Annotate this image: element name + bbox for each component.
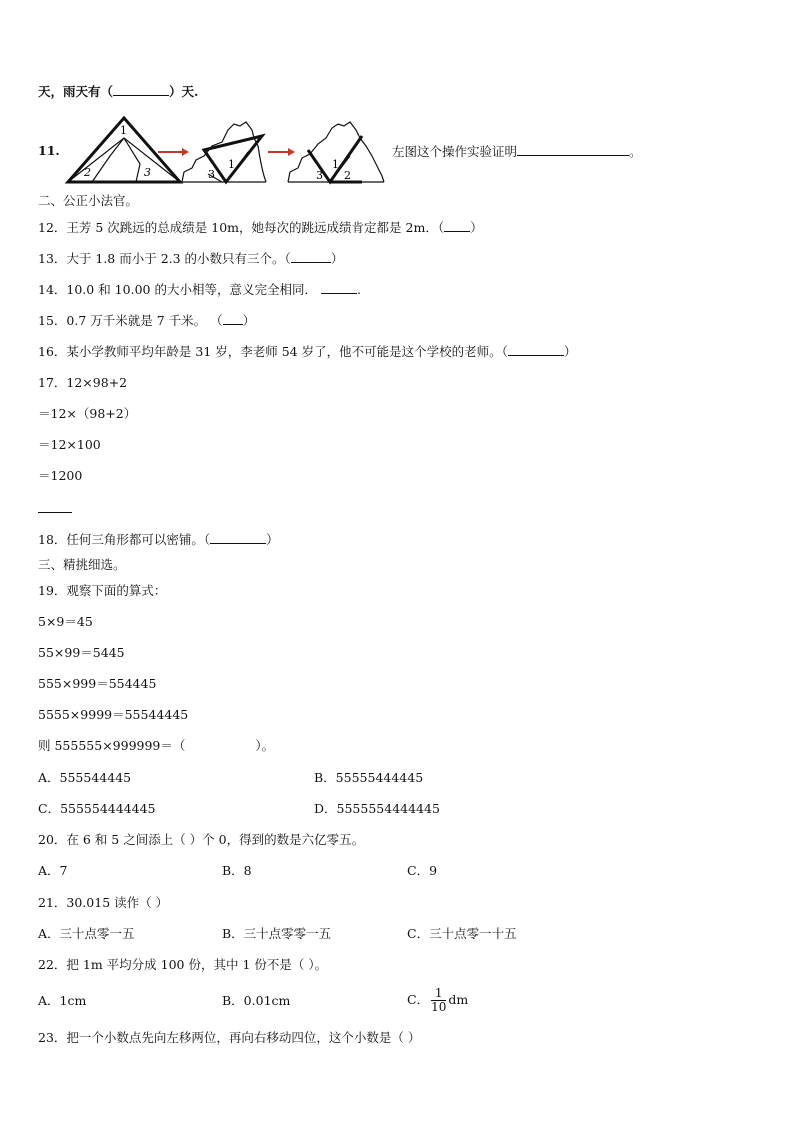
q16-text: 16．某小学教师平均年龄是 31 岁，李老师 54 岁了，他不可能是这个学校的老师。（ [38,344,508,359]
arrow-icon [158,148,189,156]
answer-blank[interactable] [38,500,72,517]
question-23: 23．把一个小数点先向左移两位，再向右移动四位，这个小数是（ ） [38,1030,421,1045]
section-2-heading: 二、公正小法官。 [38,193,139,208]
q14-text: 14．10.0 和 10.00 的大小相等，意义完全相同． [38,282,317,297]
option-a[interactable]: A．三十点零一五 [38,926,135,941]
question-19: 19．观察下面的算式： [38,583,167,598]
answer-blank[interactable] [113,83,169,96]
arrow-icon [268,148,295,156]
q19-5-text: 则 555555×999999＝（ [38,738,186,753]
question-12 [38,219,483,236]
q12-text: 12．王芳 5 次跳远的总成绩是 10m，她每次的跳远成绩肯定都是 2m．（ [38,220,445,235]
section-3-heading: 三、精挑细选。 [38,557,126,572]
answer-blank[interactable] [508,343,564,356]
q13-end: ） [330,251,344,266]
question-14 [38,281,361,298]
question-19-line-1: 5×9＝45 [38,614,93,629]
torn-figure-3 [288,122,384,182]
fraction-numerator: 1 [431,987,446,1001]
answer-blank[interactable] [223,312,243,325]
q16-end: ） [563,344,577,359]
fraction-denominator: 10 [431,1000,447,1014]
question-13 [38,250,343,267]
option-c-label: C． [407,992,430,1007]
answer-blank[interactable] [291,250,331,263]
q18-text: 18．任何三角形都可以密铺。（ [38,532,211,547]
line-0-text: 天，雨天有（ [38,84,114,99]
question-19-line-5 [38,738,274,754]
option-b[interactable]: B．0.01cm [222,993,291,1008]
question-20: 20．在 6 和 5 之间添上（ ）个 0，得到的数是六亿零五。 [38,832,365,847]
question-22: 22．把 1m 平均分成 100 份，其中 1 份不是（ ）。 [38,957,328,972]
question-18 [38,531,279,548]
question-15 [38,312,255,329]
torn-figure-2 [182,122,266,182]
q14-end: . [356,282,361,297]
option-c[interactable]: C．三十点零一十五 [407,926,517,941]
angle-label: 3 [316,169,323,182]
fraction [431,987,446,1014]
q12-end: ） [470,220,483,235]
option-c[interactable]: C．9 [407,863,438,878]
full-triangle [68,118,180,182]
question-16 [38,343,576,360]
line-0 [38,83,198,100]
line-0-end: ）天. [169,84,199,99]
question-21: 21．30.015 读作（ ） [38,895,169,910]
answer-blank[interactable] [321,281,357,294]
question-17-line-3: ＝12×100 [38,437,101,452]
question-17-line-2: ＝12×（98+2） [38,406,137,421]
triangle-cut-figure [62,116,387,186]
angle-label: 1 [332,158,339,171]
question-19-line-3: 555×999＝554445 [38,676,157,691]
question-11-number: 11. [38,143,60,158]
option-a[interactable]: A．555544445 [38,770,132,785]
question-17-line-1: 17．12×98+2 [38,375,128,390]
angle-label: 2 [84,166,91,179]
option-c[interactable] [407,985,468,1015]
option-b[interactable]: B．55555444445 [314,770,424,785]
question-19-line-2: 55×99＝5445 [38,645,125,660]
q19-5-end: ）。 [255,738,275,753]
q11-text: 左图这个操作实验证明 [392,144,518,159]
question-17-line-4: ＝1200 [38,468,83,483]
answer-blank[interactable] [210,531,266,544]
option-d[interactable]: D．5555554444445 [314,801,440,816]
option-c-unit: dm [448,992,469,1007]
question-11-text [392,143,642,160]
q15-end: ） [242,313,256,328]
option-b[interactable]: B．8 [222,863,252,878]
angle-label: 2 [344,169,351,182]
question-19-line-4: 5555×9999＝55544445 [38,707,189,722]
angle-label: 3 [208,168,215,181]
angle-label: 1 [228,158,235,171]
q15-text: 15．0.7 万千米就是 7 千米。 （ [38,313,223,328]
option-a[interactable]: A．1cm [38,993,87,1008]
option-a[interactable]: A．7 [38,863,68,878]
q13-text: 13．大于 1.8 而小于 2.3 的小数只有三个。（ [38,251,291,266]
option-c[interactable]: C．555554444445 [38,801,156,816]
angle-label: 1 [120,124,127,137]
answer-blank[interactable] [444,219,470,232]
angle-label: 3 [144,166,151,179]
q11-end: 。 [629,144,642,159]
q18-end: ） [266,532,279,547]
answer-blank[interactable] [517,143,629,156]
option-b[interactable]: B．三十点零零一五 [222,926,332,941]
